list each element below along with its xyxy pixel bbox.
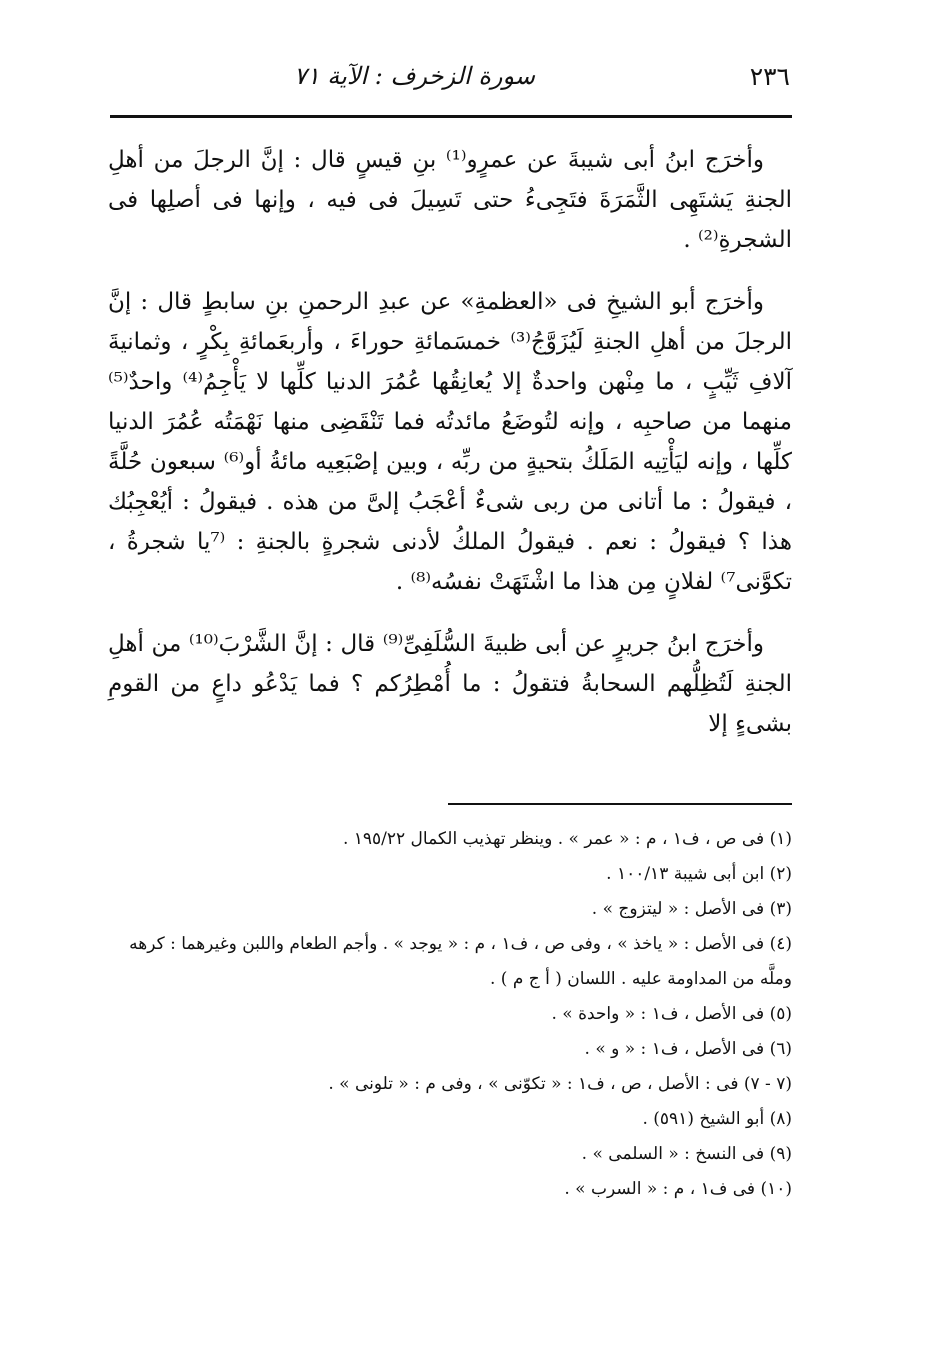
- running-title: سورة الزخرف : الآية ٧١: [293, 62, 535, 90]
- header-divider: [110, 115, 792, 118]
- main-text: [108, 140, 792, 744]
- footnote: (٩) فى النسخ : « السلمى » .: [581, 1144, 792, 1164]
- footnote: (٥) فى الأصل ، ف١ : « واحدة » .: [551, 1004, 792, 1024]
- footnotes: [108, 822, 792, 1207]
- footnote: (١) فى ص ، ف١ ، م : « عمر » . وينظر تهذيب الكمال ١٩٥/٢٢ .: [342, 829, 792, 849]
- footnote-divider: [448, 803, 792, 805]
- footnote: (٣) فى الأصل : « ليتزوج » .: [591, 899, 792, 919]
- footnote: (٢) ابن أبى شيبة ١٠٠/١٣ .: [606, 864, 792, 884]
- footnote: (٧ - ٧) فى : الأصل ، ص ، ف١ : « تكوّنى » ، وفى م : « تلونى » .: [328, 1074, 792, 1094]
- footnote: (١٠) فى ف١ ، م : « السرب » .: [564, 1179, 792, 1199]
- footnote: (٤) فى الأصل : « ياخذ » ، وفى ص ، ف١ ، م : « يوجد » . وأجم الطعام واللبن وغيرهما : كرهه وملَّه من المداومة عليه . اللسان ( أ ج م ) .: [129, 934, 792, 989]
- paragraph: وأخرَج ابنُ جريرٍ عن أبى ظبيةَ السُّلَفِىِّ⁽⁹⁾ قال : إنَّ الشَّرْبَ⁽¹⁰⁾ من أهلِ الجنةِ لَتُظِلُّهم السحابةُ فتقولُ : ما أُمْطِرُكم ؟ فما يَدْعُو داعٍ من القومِ بشىءٍ إلا: [108, 631, 792, 737]
- paragraph: وأخرَج ابنُ أبى شيبةَ عن عمرٍو⁽¹⁾ بنِ قيسٍ قال : إنَّ الرجلَ من أهلِ الجنةِ يَشتَهِى الثَّمَرَةَ فتَجِىءُ حتى تَسِيلَ فى فيه ، وإنها فى أصلِها فى الشجرةِ⁽²⁾ .: [108, 147, 792, 253]
- paragraph: وأخرَج أبو الشيخِ فى «العظمةِ» عن عبدِ الرحمنِ بنِ سابطٍ قال : إنَّ الرجلَ من أهلِ الجنةِ لَيُزَوَّجُ⁽³⁾ خمسَمائةِ حوراءَ ، وأربعَمائةِ بِكْرٍ ، وثمانيةَ آلافِ ثَيِّبٍ ، ما مِنْهن واحدةٌ إلا يُعانِقُها عُمُرَ الدنيا كلِّها لا يَأْجِمُ⁽⁴⁾ واحدٌ⁽⁵⁾ منهما من صاحبِه ، وإنه لتُوضَعُ مائدتُه فما تَنْقَضِى منها نَهْمَتُه عُمُرَ الدنيا كلِّها ، وإنه ليَأْتِيه المَلَكُ بتحيةٍ من ربِّه ، وبين إصْبَعِيه مائةُ أو⁽⁶⁾ سبعون حُلَّةً ، فيقولُ : ما أتانى من ربى شىءٌ أعْجَبُ إلىَّ من هذه . فيقولُ : أيُعْجِبُك هذا ؟ فيقولُ : نعم . فيقولُ الملكُ لأدنى شجرةٍ بالجنةِ : ⁽⁷يا شجرةُ ، تكوَّنى⁷⁾ لفلانٍ مِن هذا ما اشْتَهَتْ نفسُه⁽⁸⁾ .: [108, 289, 793, 595]
- page-number: ٢٣٦: [749, 62, 790, 91]
- page-header: [110, 58, 790, 98]
- footnote: (٦) فى الأصل ، ف١ : « و » .: [584, 1039, 792, 1059]
- footnote: (٨) أبو الشيخ (٥٩١) .: [642, 1109, 792, 1129]
